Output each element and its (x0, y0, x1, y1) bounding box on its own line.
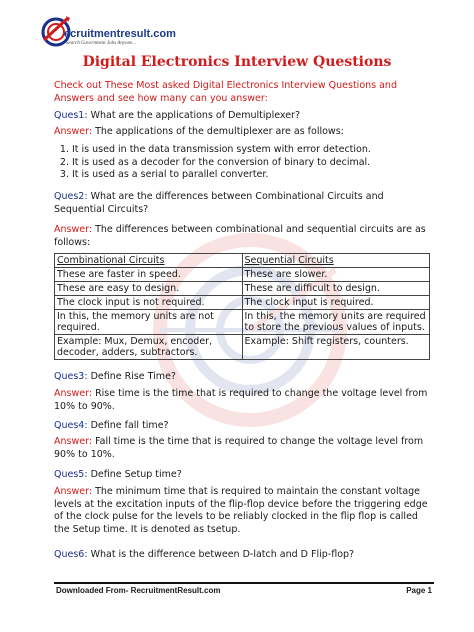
answer-label: Answer: (54, 388, 93, 399)
answer-text: Fall time is the time that is required to change the voltage level from 90% to 10%. (54, 436, 424, 460)
logo-text: ecruitmentresult.com (64, 28, 176, 40)
table-row (55, 310, 430, 335)
table-cell: Example: Mux, Demux, encoder, decoder, adders, subtractors. (55, 335, 243, 360)
question-label: Ques4: (54, 420, 88, 431)
table-row (55, 335, 430, 360)
table-row (55, 268, 430, 282)
question-text: What is the difference between D-latch and D Flip-flop? (90, 549, 355, 560)
question-label: Ques1: (54, 110, 88, 121)
table-row (55, 296, 430, 310)
table-cell: The clock input is required. (242, 296, 430, 310)
intro-text: Check out These Most asked Digital Electronics Interview Questions and Answers and see how many can you answer: (54, 80, 397, 104)
answer-4 (54, 436, 434, 461)
question-4 (54, 420, 434, 433)
question-label: Ques5: (54, 469, 88, 480)
list-item: 1. It is used in the data transmission system with error detection. (72, 144, 434, 157)
table-header: Sequential Circuits (242, 254, 430, 268)
question-3 (54, 371, 434, 384)
table-cell: These are easy to design. (55, 282, 243, 296)
table-cell: The clock input is not required. (55, 296, 243, 310)
answer-2 (54, 224, 434, 249)
comparison-table (54, 253, 430, 360)
answer-text: Rise time is the time that is required to change the voltage level from 10% to 90%. (54, 388, 428, 412)
footer-source: Downloaded From- RecruitmentResult.com (56, 586, 221, 595)
table-cell: Example: Shift registers, counters. (242, 335, 430, 360)
question-1 (54, 110, 434, 123)
question-label: Ques3: (54, 371, 88, 382)
table-cell: These are faster in speed. (55, 268, 243, 282)
question-5 (54, 469, 434, 482)
question-label: Ques6: (54, 549, 88, 560)
table-cell: In this, the memory units are required to store the previous values of inputs. (242, 310, 430, 335)
answer-5 (54, 486, 434, 536)
answer-1-list (54, 144, 434, 182)
answer-label: Answer: (54, 224, 93, 235)
question-2 (54, 191, 434, 216)
question-label: Ques2: (54, 191, 88, 202)
table-row (55, 282, 430, 296)
table-header: Combinational Circuits (55, 254, 243, 268)
question-text: Define Rise Time? (90, 371, 176, 382)
table-cell: These are difficult to design. (242, 282, 430, 296)
question-text: Define Setup time? (90, 469, 182, 480)
table-header-row (55, 254, 430, 268)
answer-label: Answer: (54, 486, 93, 497)
table-cell: In this, the memory units are not required. (55, 310, 243, 335)
answer-3 (54, 388, 434, 413)
answer-text: The differences between combinational and sequential circuits are as follows: (54, 224, 426, 248)
list-item: 2. It is used as a decoder for the conversion of binary to decimal. (72, 157, 434, 170)
logo-tagline: Search Government Jobs Anyone... (66, 41, 136, 46)
question-text: Define fall time? (90, 420, 169, 431)
answer-text: The applications of the demultiplexer are as follows: (95, 126, 344, 137)
question-text: What are the applications of Demultiplexer? (90, 110, 301, 121)
answer-label: Answer: (54, 126, 93, 137)
answer-label: Answer: (54, 436, 93, 447)
footer-divider (54, 582, 434, 584)
footer-page-number: Page 1 (406, 586, 432, 595)
list-item: 3. It is used as a serial to parallel converter. (72, 169, 434, 182)
page-title: Digital Electronics Interview Questions (82, 54, 392, 70)
answer-text: The minimum time that is required to maintain the constant voltage levels at the excitation inputs of the flip-flop device before the triggering edge of the clock pulse for the levels to be reliably clocked in the flip flop is called the Setup time. It is denoted as tsetup. (54, 486, 428, 535)
table-cell: These are slower. (242, 268, 430, 282)
question-text: What are the differences between Combinational Circuits and Sequential Circuits? (54, 191, 384, 215)
question-6 (54, 549, 434, 562)
answer-1 (54, 126, 434, 139)
